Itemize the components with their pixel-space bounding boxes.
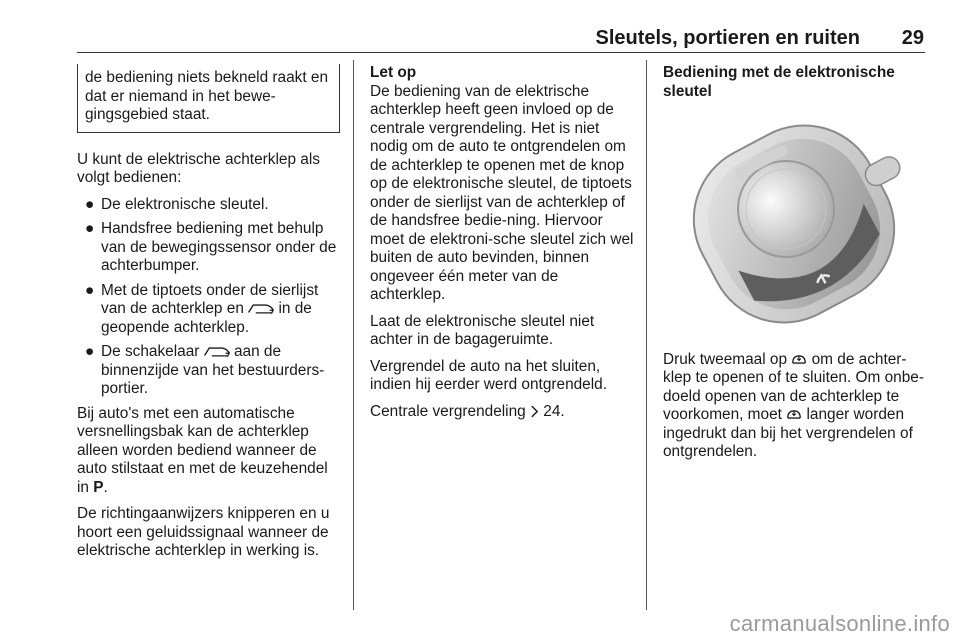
column-2 bbox=[370, 64, 634, 429]
column-divider-2 bbox=[646, 60, 647, 610]
note-text: De bediening van de elektrische achterklep heeft geen invloed op de centrale vergrendeling. Het is niet nodig om de auto te ontgrendelen om de achterklep te openen met de knop op de elektronische sleutel, de tiptoets onder de sierlijst van de achterklep of de handsfree bedie-ning. Hiervoor moet de elektroni-sche sleutel zich wel buiten de auto bevinden, binnen ongeveer één meter van de achterklep. bbox=[370, 82, 634, 303]
section-heading: Bediening met de elektronische sleutel bbox=[663, 64, 895, 100]
intro-paragraph: U kunt de elektrische achterklep als volgt bedienen: bbox=[77, 150, 320, 186]
signal-paragraph: De richtingaanwijzers knipperen en u hoort een geluidssignaal wanneer de elektrische achterklep in werking is. bbox=[77, 505, 330, 559]
column-3 bbox=[663, 64, 931, 470]
bullet-dot-icon: ● bbox=[85, 220, 95, 237]
key-warning-paragraph: Laat de elektronische sleutel niet achter in de bagageruimte. bbox=[370, 312, 595, 348]
electronic-key-illustration bbox=[663, 113, 925, 335]
bullet-dot-icon: ● bbox=[85, 281, 95, 299]
page-number: 29 bbox=[901, 27, 924, 49]
list-item: ● De elektronische sleutel. bbox=[85, 195, 269, 213]
watermark-text: carmanualsonline.info bbox=[729, 611, 950, 636]
list-item: ● Met de tiptoets onder de sierlijst van de achterklep en in de geopende achterklep. bbox=[85, 281, 319, 336]
lock-paragraph: Vergrendel de auto na het sluiten, indien hij eerder werd ontgrendeld. bbox=[370, 357, 607, 393]
page-header-title: Sleutels, portieren en ruiten bbox=[595, 27, 860, 49]
bullet-dot-icon: ● bbox=[85, 343, 95, 360]
tailgate-icon bbox=[248, 302, 274, 315]
cross-reference bbox=[370, 403, 634, 422]
key-operation-paragraph: Druk tweemaal op om de achter-klep te openen of te sluiten. Om onbe-doeld openen van de achterklep te voorkomen, moet langer worden ingedrukt dan bij het vergrendelen of ontgrendelen. bbox=[663, 350, 924, 460]
column-divider-1 bbox=[353, 60, 354, 610]
reference-arrow-icon bbox=[530, 405, 539, 418]
header-rule bbox=[77, 52, 925, 53]
warning-note-text: de bediening niets bekneld raakt en dat er niemand in het bewe-gingsgebied staat. bbox=[85, 69, 329, 123]
list-item: ● De schakelaar aan de binnenzijde van het bestuurders-portier. bbox=[85, 343, 325, 397]
tailgate-icon bbox=[204, 345, 230, 358]
tailgate-key-icon bbox=[791, 353, 807, 366]
column-1 bbox=[77, 64, 343, 569]
list-item: ● Handsfree bediening met behulp van de bewegingssensor onder de achterbumper. bbox=[85, 220, 337, 274]
tailgate-key-icon bbox=[786, 408, 802, 421]
reference-link-text[interactable]: Centrale vergrendeling bbox=[370, 402, 526, 420]
note-heading: Let op bbox=[370, 64, 417, 81]
automatic-transmission-paragraph: Bij auto's met een automatische versnellingsbak kan de achterklep alleen worden bediend wanneer de auto stilstaat en met de keuzehendel in P. bbox=[77, 404, 328, 496]
reference-page[interactable]: 24. bbox=[543, 402, 565, 420]
operation-methods-list bbox=[77, 196, 343, 399]
warning-note-box bbox=[77, 64, 340, 133]
bullet-dot-icon: ● bbox=[85, 195, 95, 213]
